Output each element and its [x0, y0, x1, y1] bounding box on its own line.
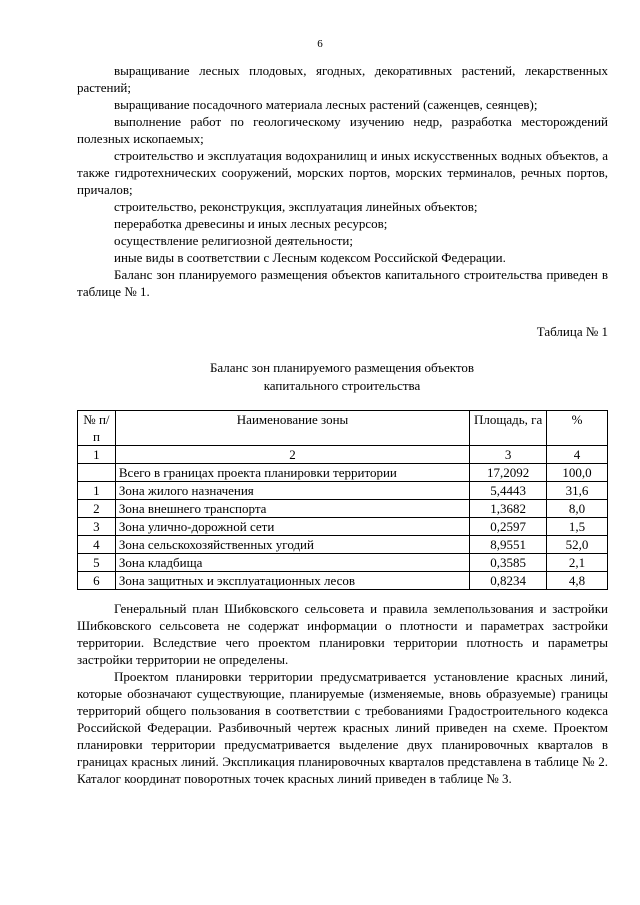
- row-area: 1,3682: [470, 500, 547, 518]
- row-pct: 2,1: [546, 554, 607, 572]
- row-zone-name: Зона кладбища: [115, 554, 469, 572]
- row-pct: 52,0: [546, 536, 607, 554]
- row-zone-name: Зона внешнего транспорта: [115, 500, 469, 518]
- col-index: 4: [546, 446, 607, 464]
- table-header-row: [78, 411, 608, 446]
- page-number: 6: [317, 38, 323, 50]
- row-area: 0,2597: [470, 518, 547, 536]
- paragraph: выращивание лесных плодовых, ягодных, декоративных растений, лекарственных растений;: [77, 63, 608, 95]
- table-row: [78, 482, 608, 500]
- row-area: 8,9551: [470, 536, 547, 554]
- row-pct: 4,8: [546, 572, 607, 590]
- total-name-cell: Всего в границах проекта планировки территории: [115, 464, 469, 482]
- row-area: 5,4443: [470, 482, 547, 500]
- total-num-cell: [78, 464, 116, 482]
- row-num: 4: [78, 536, 116, 554]
- table-row: [78, 554, 608, 572]
- paragraph: Проектом планировки территории предусматривается установление красных линий, которые обозначают существующие, планируемые (изменяемые, вновь образуемые) границы территорий общего пользования в соответствии с требованиями Градостроительного кодекса Российской Федерации. Разбивочный чертеж красных линий приведен на схеме. Проектом планировки территории предусматривается выделение двух планировочных кварталов в границах красных линий. Экспликация планировочных кварталов представлена в таблице № 2. Каталог координат поворотных точек красных линий приведен в таблице № 3.: [77, 669, 608, 786]
- balance-table: [77, 410, 608, 590]
- col-index: 2: [115, 446, 469, 464]
- table-title: [0, 359, 640, 395]
- row-area: 0,3585: [470, 554, 547, 572]
- header-number: № п/п: [78, 411, 116, 446]
- header-percent: %: [546, 411, 607, 446]
- paragraph: Генеральный план Шибковского сельсовета и правила землепользования и застройки Шибковского сельсовета не содержат информации о плотности и параметрах застройки территории. Вследствие чего проектом планировки территории плотность и параметры застройки территории не определены.: [77, 601, 608, 667]
- row-num: 5: [78, 554, 116, 572]
- table-label: Таблица № 1: [536, 324, 608, 339]
- table-row: [78, 572, 608, 590]
- table-row: [78, 536, 608, 554]
- row-pct: 8,0: [546, 500, 607, 518]
- paragraph: иные виды в соответствии с Лесным кодексом Российской Федерации.: [114, 250, 506, 265]
- col-index: 1: [78, 446, 116, 464]
- paragraph: выращивание посадочного материала лесных растений (саженцев, сеянцев);: [114, 97, 538, 112]
- paragraph: осуществление религиозной деятельности;: [114, 233, 353, 248]
- bottom-text-block: [77, 600, 608, 787]
- row-num: 2: [78, 500, 116, 518]
- table-total-row: [78, 464, 608, 482]
- paragraph: строительство, реконструкция, эксплуатация линейных объектов;: [114, 199, 478, 214]
- row-pct: 1,5: [546, 518, 607, 536]
- paragraph: переработка древесины и иных лесных ресурсов;: [114, 216, 388, 231]
- row-zone-name: Зона сельскохозяйственных угодий: [115, 536, 469, 554]
- table-row: [78, 518, 608, 536]
- top-text-block: [77, 62, 608, 300]
- row-zone-name: Зона защитных и эксплуатационных лесов: [115, 572, 469, 590]
- row-num: 1: [78, 482, 116, 500]
- total-area-cell: 17,2092: [470, 464, 547, 482]
- table-row: [78, 500, 608, 518]
- row-num: 6: [78, 572, 116, 590]
- header-area: Площадь, га: [470, 411, 547, 446]
- row-num: 3: [78, 518, 116, 536]
- row-zone-name: Зона улично-дорожной сети: [115, 518, 469, 536]
- paragraph: выполнение работ по геологическому изучению недр, разработка месторождений полезных ископаемых;: [77, 114, 608, 146]
- table-title-line: Баланс зон планируемого размещения объектов: [209, 360, 475, 375]
- col-index: 3: [470, 446, 547, 464]
- column-number-row: [78, 446, 608, 464]
- paragraph: Баланс зон планируемого размещения объектов капитального строительства приведен в таблице № 1.: [77, 267, 608, 299]
- header-zone-name: Наименование зоны: [115, 411, 469, 446]
- row-pct: 31,6: [546, 482, 607, 500]
- paragraph: строительство и эксплуатация водохранилищ и иных искусственных водных объектов, а также гидротехнических сооружений, морских портов, морских терминалов, речных портов, причалов;: [77, 148, 608, 197]
- table-title-line: капитального строительства: [263, 378, 421, 393]
- row-zone-name: Зона жилого назначения: [115, 482, 469, 500]
- total-pct-cell: 100,0: [546, 464, 607, 482]
- row-area: 0,8234: [470, 572, 547, 590]
